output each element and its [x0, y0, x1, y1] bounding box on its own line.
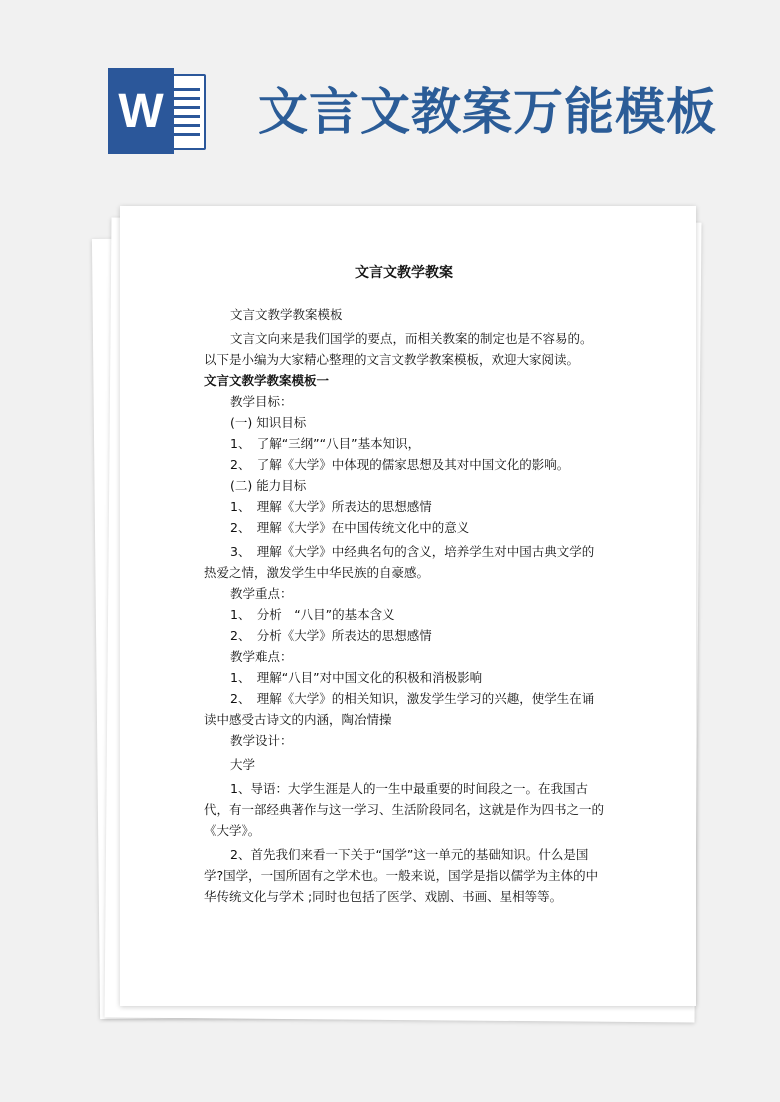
paragraph: 文言文向来是我们国学的要点，而相关教案的制定也是不容易的。以下是小编为大家精心整理的文言文教学教案模板，欢迎大家阅读。: [204, 331, 593, 367]
paragraph: 1、导语：大学生涯是人的一生中最重要的时间段之一。在我国古代，有一部经典著作与这一学习、生活阶段同名，这就是作为四书之一的《大学》。: [204, 781, 605, 838]
word-w-badge: W: [108, 68, 174, 154]
paragraph: (一) 知识目标: [230, 415, 307, 430]
word-document-icon: [108, 68, 208, 154]
list-item: 2、 理解《大学》在中国传统文化中的意义: [230, 520, 470, 535]
document-title: 文言文教学教案: [355, 265, 453, 281]
paragraph: 大学: [230, 757, 256, 772]
section-heading: 文言文教学教案模板一: [204, 373, 330, 388]
list-item: 1、 理解“八目”对中国文化的积极和消极影响: [230, 670, 483, 685]
list-item: 1、 了解“三纲”“八目”基本知识，: [230, 436, 421, 451]
paragraph: 教学难点：: [230, 649, 293, 664]
list-item: 2、 分析《大学》所表达的思想感情: [230, 628, 432, 643]
list-item: 3、 理解《大学》中经典名句的含义，培养学生对中国古典文学的热爱之情，激发学生中华民族的自豪感。: [204, 544, 595, 580]
paragraph: (二) 能力目标: [230, 478, 307, 493]
paragraph: 文言文教学教案模板: [230, 307, 343, 322]
list-item: 2、 理解《大学》的相关知识，激发学生学习的兴趣，使学生在诵读中感受古诗文的内涵，陶冶情操: [204, 691, 595, 727]
paragraph: 教学重点：: [230, 586, 293, 601]
banner-title: 文言文教案万能模板: [258, 82, 717, 141]
paragraph: 教学设计：: [230, 733, 293, 748]
document-content: [204, 262, 604, 907]
document-page: [120, 206, 696, 1006]
list-item: 1、 理解《大学》所表达的思想感情: [230, 499, 432, 514]
paragraph: 教学目标：: [230, 394, 293, 409]
paragraph: 2、首先我们来看一下关于“国学”这一单元的基础知识。什么是国学?国学，一国所固有之学术也。一般来说，国学是指以儒学为主体的中华传统文化与学术 ;同时也包括了医学、戏剧、书画、星相等等。: [204, 847, 599, 904]
header-banner: [0, 0, 780, 200]
list-item: 2、 了解《大学》中体现的儒家思想及其对中国文化的影响。: [230, 457, 570, 472]
list-item: 1、 分析 “八目”的基本含义: [230, 607, 395, 622]
